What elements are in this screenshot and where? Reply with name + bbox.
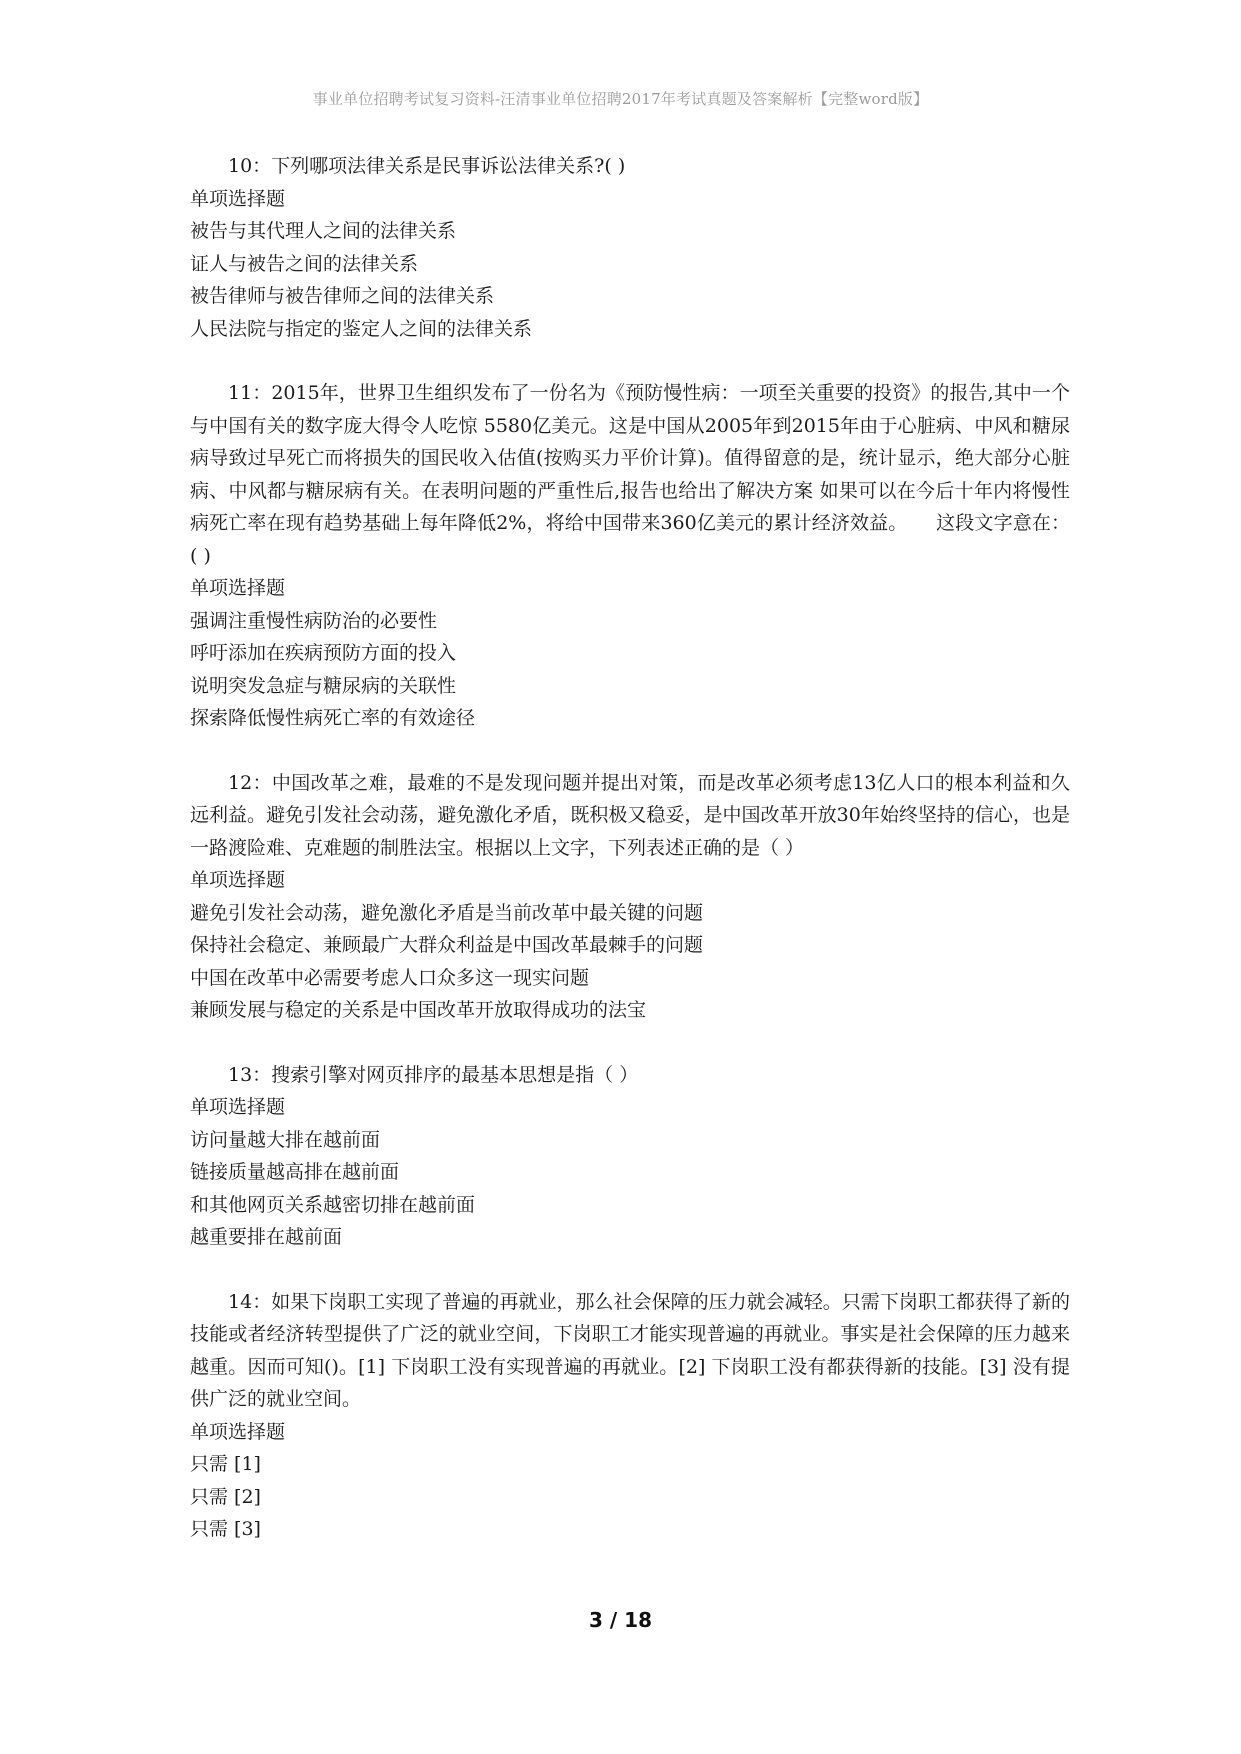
question-13	[190, 1059, 1070, 1254]
question-10	[190, 150, 1070, 345]
question-text: 14：如果下岗职工实现了普遍的再就业，那么社会保障的压力就会减轻。只需下岗职工都获得了新的技能或者经济转型提供了广泛的就业空间，下岗职工才能实现普遍的再就业。事实是社会保障的压力越来越重。因而可知()。[1] 下岗职工没有实现普遍的再就业。[2] 下岗职工没有都获得新的技能。[3] 没有提供广泛的就业空间。	[190, 1290, 1070, 1410]
question-text: 11：2015年，世界卫生组织发布了一份名为《预防慢性病：一项至关重要的投资》的报告,其中一个与中国有关的数字庞大得令人吃惊 5580亿美元。这是中国从2005年到2015年由于心脏病、中风和糖尿病导致过早死亡而将损失的国民收入估值(按购买力平价计算)。值得留意的是，统计显示，绝大部分心脏病、中风都与糖尿病有关。在表明问题的严重性后,报告也给出了解决方案 如果可以在今后十年内将慢性病死亡率在现有趋势基础上每年降低2%，将给中国带来360亿美元的累计经济效益。 这段文字意在：( )	[190, 382, 1070, 567]
question-text: 12：中国改革之难，最难的不是发现问题并提出对策，而是改革必须考虑13亿人口的根本利益和久远利益。避免引发社会动荡，避免激化矛盾，既积极又稳妥，是中国改革开放30年始终坚持的信心，也是一路渡险难、克难题的制胜法宝。根据以上文字，下列表述正确的是（ ）	[190, 771, 1070, 859]
option: 人民法院与指定的鉴定人之间的法律关系	[190, 317, 533, 340]
question-type: 单项选择题	[190, 869, 286, 891]
option: 越重要排在越前面	[190, 1226, 343, 1248]
question-11	[190, 377, 1070, 735]
option: 探索降低慢性病死亡率的有效途径	[190, 707, 476, 729]
question-type: 单项选择题	[190, 1096, 286, 1118]
option: 说明突发急症与糖尿病的关联性	[190, 674, 457, 697]
page-number: 3 / 18	[589, 1608, 652, 1632]
question-type: 单项选择题	[190, 1420, 286, 1443]
option: 强调注重慢性病防治的必要性	[190, 609, 438, 632]
question-type: 单项选择题	[190, 577, 286, 599]
option: 中国在改革中必需要考虑人口众多这一现实问题	[190, 966, 590, 989]
question-text: 10：下列哪项法律关系是民事诉讼法律关系?( )	[228, 155, 626, 177]
option: 只需 [3]	[190, 1518, 261, 1540]
option: 保持社会稳定、兼顾最广大群众利益是中国改革最棘手的问题	[190, 934, 704, 956]
option: 证人与被告之间的法律关系	[190, 252, 419, 275]
option: 呼吁添加在疾病预防方面的投入	[190, 642, 457, 664]
option: 被告与其代理人之间的法律关系	[190, 220, 457, 242]
question-text: 13：搜索引擎对网页排序的最基本思想是指（ ）	[228, 1063, 639, 1086]
option: 兼顾发展与稳定的关系是中国改革开放取得成功的法宝	[190, 999, 647, 1021]
option: 避免引发社会动荡，避免激化矛盾是当前改革中最关键的问题	[190, 901, 704, 924]
option: 和其他网页关系越密切排在越前面	[190, 1193, 476, 1216]
question-14	[190, 1286, 1070, 1546]
question-type: 单项选择题	[190, 187, 286, 210]
option: 只需 [1]	[190, 1453, 261, 1475]
page-header: 事业单位招聘考试复习资料-汪清事业单位招聘2017年考试真题及答案解析【完整word版】	[312, 90, 929, 108]
option: 链接质量越高排在越前面	[190, 1161, 400, 1183]
document-body	[190, 150, 1070, 1578]
option: 访问量越大排在越前面	[190, 1128, 381, 1151]
option: 只需 [2]	[190, 1485, 261, 1508]
option: 被告律师与被告律师之间的法律关系	[190, 285, 495, 307]
question-12	[190, 767, 1070, 1027]
